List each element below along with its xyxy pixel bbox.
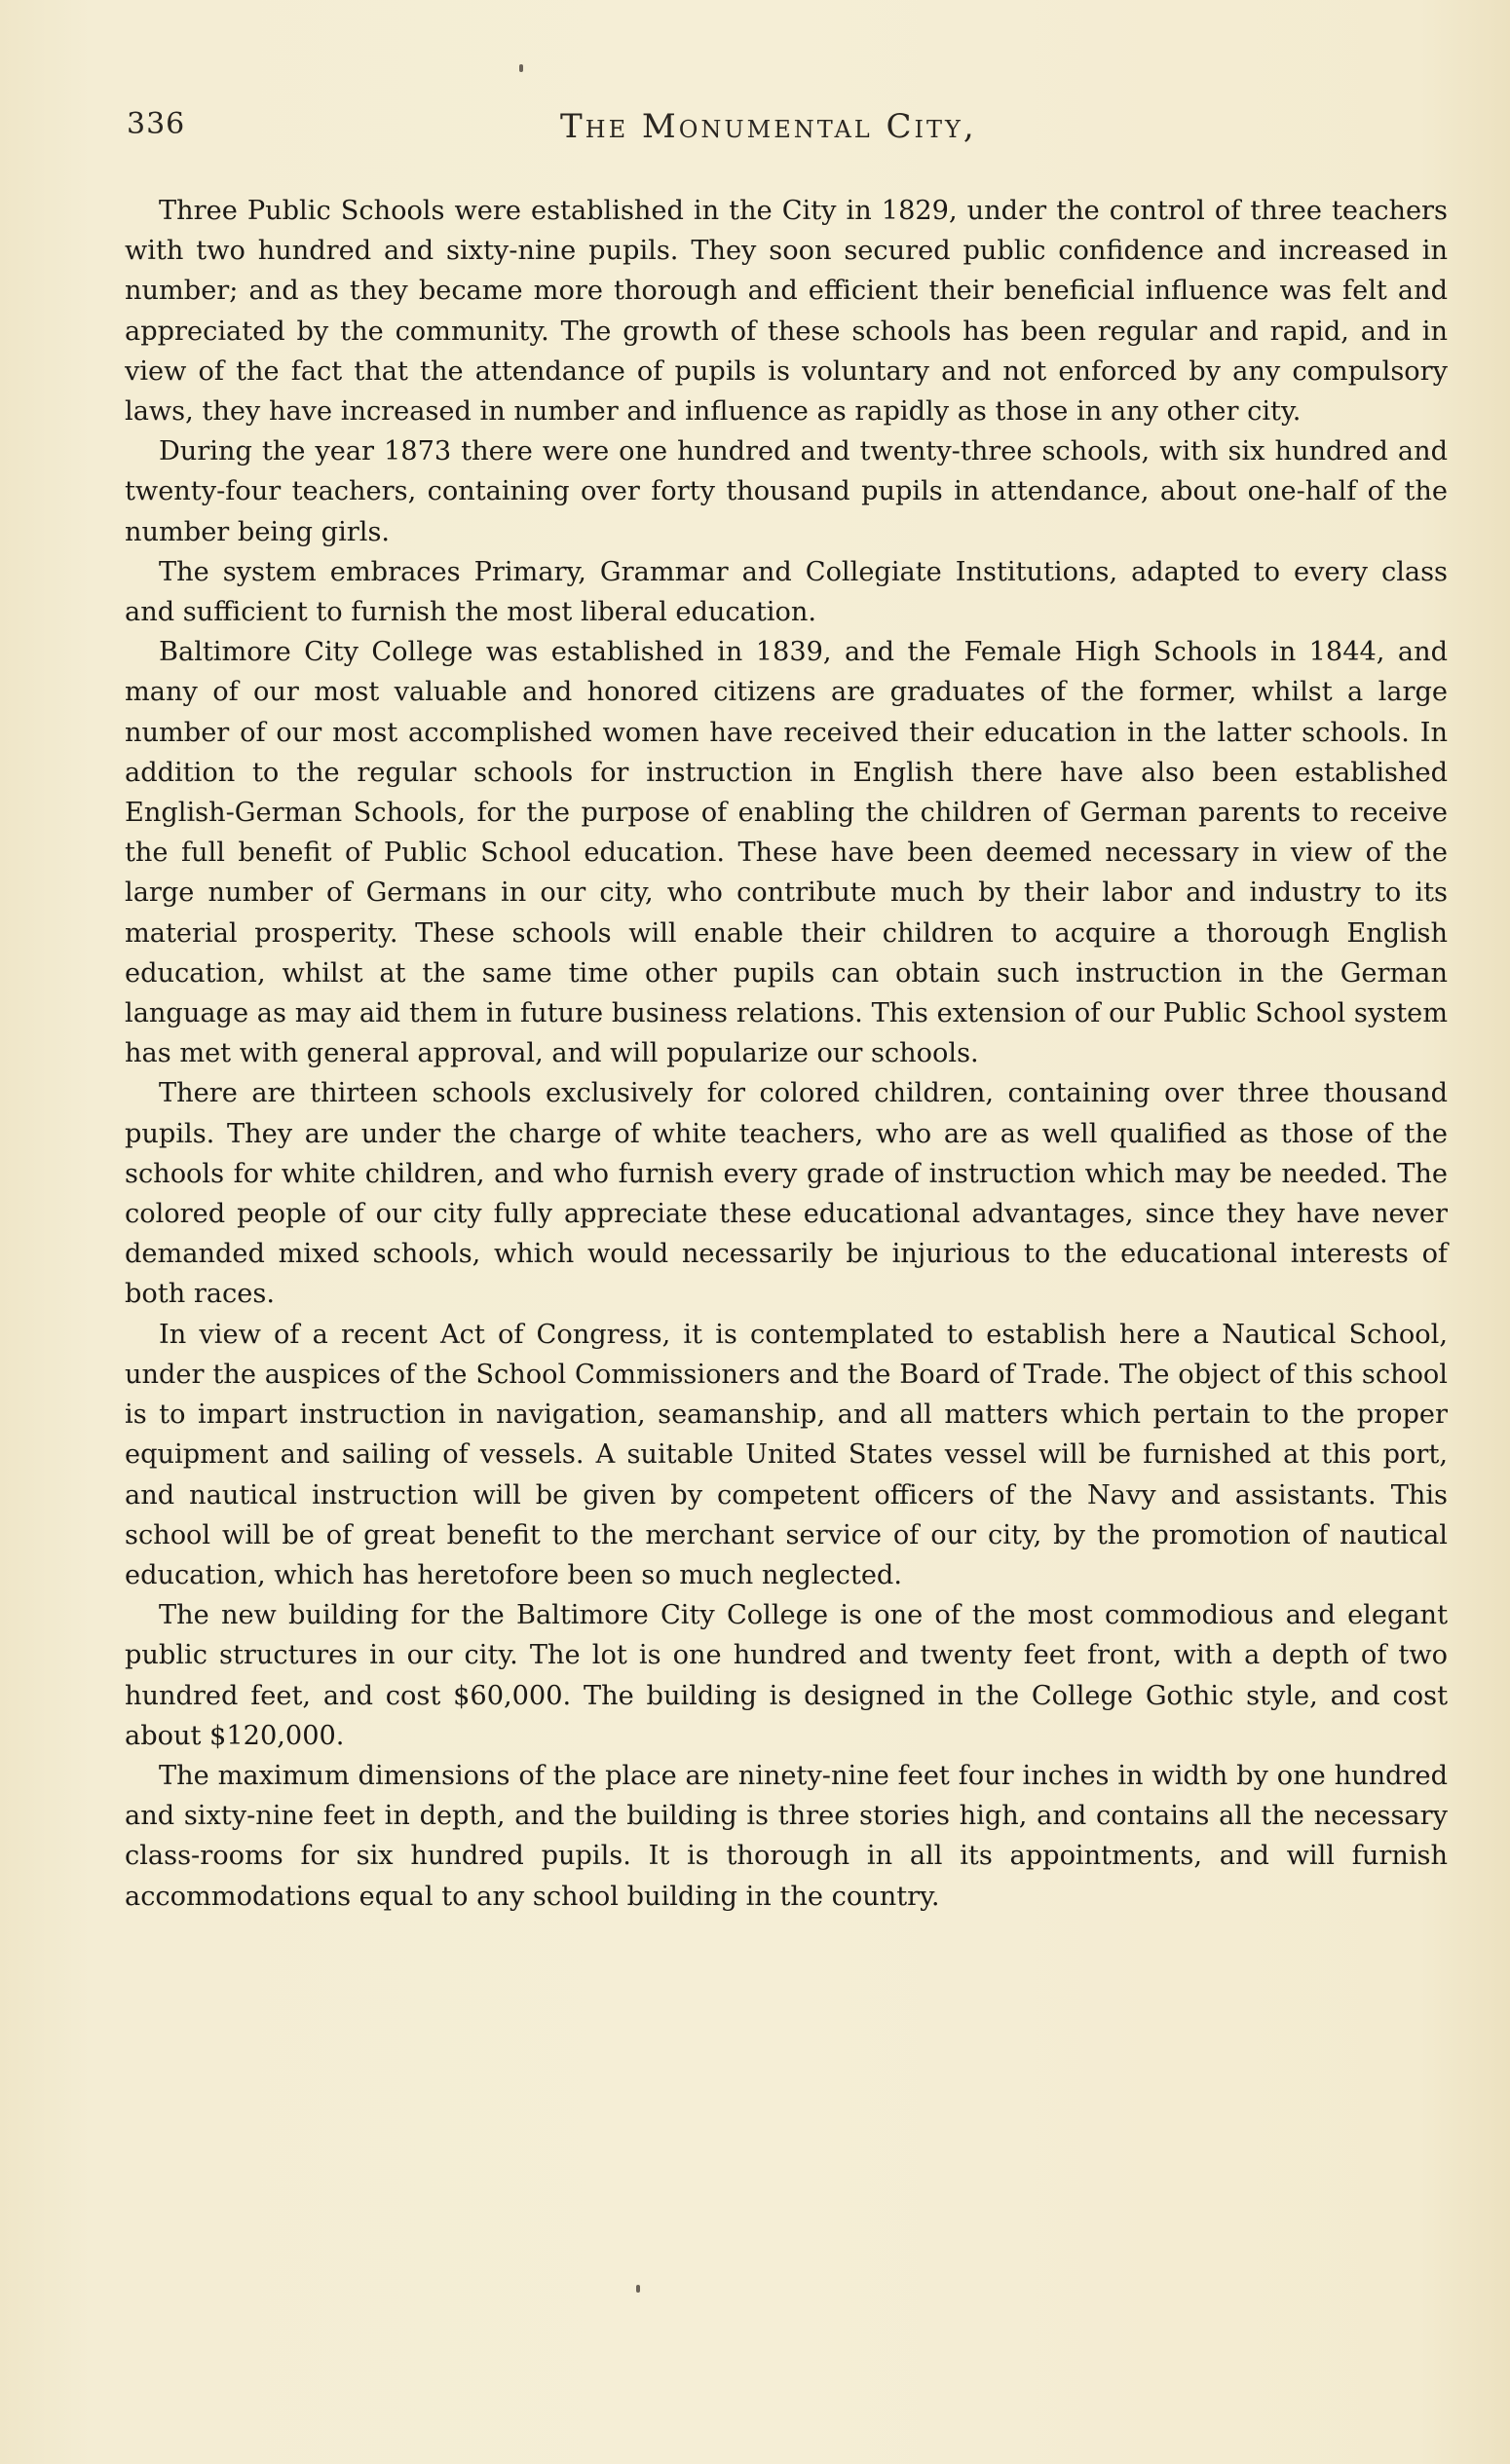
running-title: The Monumental City, <box>560 107 977 146</box>
paragraph-new-college-building: The new building for the Baltimore City College is one of the most commodious and elegant public structures in our city. The lot is one hundred and twenty feet front, with a depth of two hundred feet, and cost $60,000. The building is designed in the College Gothic style, and cost about $120,000. <box>125 1600 1448 1751</box>
paragraph-building-dimensions: The maximum dimensions of the place are ninety-nine feet four inches in width by one hundred and sixty-nine feet in depth, and the building is three stories high, and contains all the necessary class-rooms for six hundred pupils. It is thorough in all its appointments, and will furnish accommodations equal to any school building in the country. <box>125 1760 1448 1912</box>
paragraph-1873-statistics: During the year 1873 there were one hundred and twenty-three schools, with six hundred and twenty-four teachers, containing over forty thousand pupils in attendance, about one-half of the number being girls. <box>125 436 1448 547</box>
paragraph-city-college-and-german-schools: Baltimore City College was established in 1839, and the Female High Schools in 1844, and many of our most valuable and honored citizens are graduates of the former, whilst a large number of our most accomplished women have received their education in the latter schools. In addition to the regular schools for instruction in English there have also been established English-German Schools, for the purpose of enabling the children of German parents to receive the full benefit of Public School education. These have been deemed necessary in view of the large number of Germans in our city, who contribute much by their labor and industry to its material prosperity. These schools will enable their children to acquire a thorough English education, whilst at the same time other pupils can obtain such instruction in the German language as may aid them in future business relations. This extension of our Public School system has met with general approval, and will popularize our schools. <box>125 637 1448 1069</box>
paragraph-public-schools-history: Three Public Schools were established in the City in 1829, under the control of three teachers with two hundred and sixty-nine pupils. They soon secured public confidence and increased in number; and as they became more thorough and efficient their beneficial influence was felt and appreciated by the community. The growth of these schools has been regular and rapid, and in view of the fact that the attendance of pupils is voluntary and not enforced by any compulsory laws, they have increased in number and influence as rapidly as those in any other city. <box>125 196 1448 428</box>
paragraph-school-system: The system embraces Primary, Grammar and Collegiate Institutions, adapted to every class and sufficient to furnish the most liberal education. <box>125 556 1448 628</box>
paragraph-nautical-school: In view of a recent Act of Congress, it is contemplated to establish here a Nautical School, under the auspices of the School Commissioners and the Board of Trade. The object of this school is to impart instruction in navigation, seamanship, and all matters which pertain to the proper equipment and sailing of vessels. A suitable United States vessel will be furnished at this port, and nautical instruction will be given by competent officers of the Navy and assistants. This school will be of great benefit to the merchant service of our city, by the promotion of nautical education, which has heretofore been so much neglected. <box>125 1319 1448 1590</box>
ink-speck <box>519 64 523 72</box>
ink-speck <box>636 2285 640 2293</box>
body-text <box>125 191 1448 1917</box>
page-header <box>127 107 1452 156</box>
paragraph-colored-schools: There are thirteen schools exclusively for colored children, containing over three thousand pupils. They are under the charge of white teachers, who are as well qualified as those of the schools for white children, and who furnish every grade of instruction which may be needed. The colored people of our city fully appreciate these educational advantages, since they have never demanded mixed schools, which would necessarily be injurious to the educational interests of both races. <box>125 1078 1448 1310</box>
page-number: 336 <box>127 107 186 141</box>
